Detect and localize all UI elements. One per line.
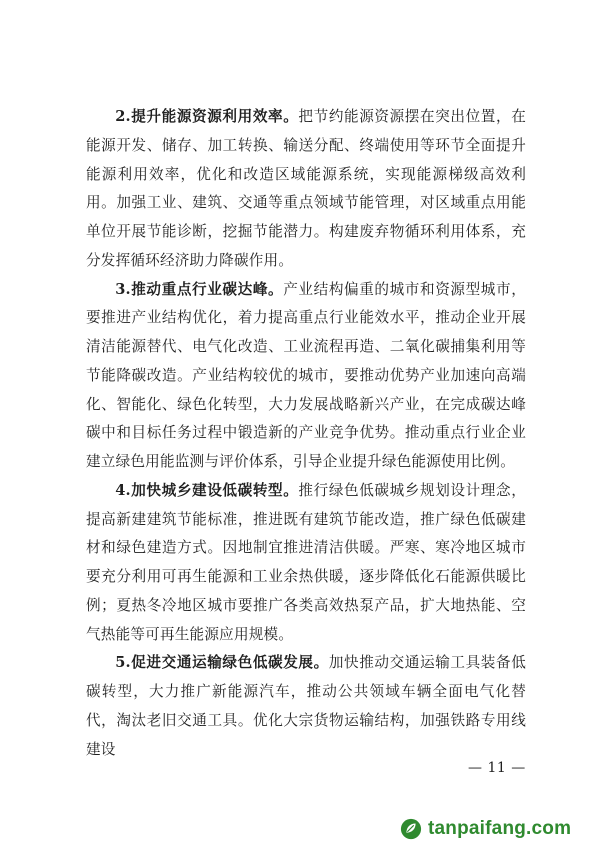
paragraph-heading: 4.加快城乡建设低碳转型。 bbox=[115, 481, 299, 499]
paragraph-text: 加快推动交通运输工具装备低碳转型，大力推广新能源汽车，推动公共领域车辆全面电气化替代，淘汰老旧交通工具。优化大宗货物运输结构，加强铁路专用线建设 bbox=[86, 654, 526, 758]
paragraph-energy-efficiency bbox=[86, 103, 526, 276]
page-number: — 11 — bbox=[468, 760, 526, 776]
paragraph-industry-peak bbox=[86, 276, 526, 477]
paragraph-text: 推行绿色低碳城乡规划设计理念，提高新建建筑节能标准，推进既有建筑节能改造，推广绿色低碳建材和绿色建造方式。因地制宜推进清洁供暖。严寒、寒冷地区城市要充分利用可再生能源和工业余热供暖，逐步降低化石能源供暖比例；夏热冬冷地区城市要推广各类高效热泵产品，扩大地热能、空气热能等可再生能源应用规模。 bbox=[86, 481, 526, 643]
watermark-text[interactable]: tanpaifang.com bbox=[428, 818, 572, 839]
paragraph-heading: 2.提升能源资源利用效率。 bbox=[115, 108, 299, 125]
paragraph-text: 产业结构偏重的城市和资源型城市，要推进产业结构优化，着力提高重点行业能效水平，推动企业开展清洁能源替代、电气化改造、工业流程再造、二氧化碳捕集利用等节能降碳改造。产业结构较优的城市，要推动优势产业加速向高端化、智能化、绿色化转型，大力发展战略新兴产业，在完成碳达峰碳中和目标任务过程中锻造新的产业竞争优势。推动重点行业企业建立绿色用能监测与评价体系，引导企业提升绿色能源使用比例。 bbox=[86, 280, 526, 470]
leaf-logo-icon bbox=[400, 818, 422, 840]
watermark bbox=[400, 816, 571, 842]
paragraph-text: 把节约能源资源摆在突出位置，在能源开发、储存、加工转换、输送分配、终端使用等环节全面提升能源利用效率，优化和改造区域能源系统，实现能源梯级高效利用。加强工业、建筑、交通等重点领域节能管理，对区域重点用能单位开展节能诊断，挖掘节能潜力。构建废弃物循环利用体系，充分发挥循环经济助力降碳作用。 bbox=[86, 108, 526, 269]
paragraph-transport bbox=[86, 649, 526, 764]
paragraph-urban-rural bbox=[86, 477, 526, 650]
paragraph-heading: 5.促进交通运输绿色低碳发展。 bbox=[115, 654, 329, 672]
document-body bbox=[86, 103, 526, 764]
paragraph-heading: 3.推动重点行业碳达峰。 bbox=[115, 280, 284, 298]
